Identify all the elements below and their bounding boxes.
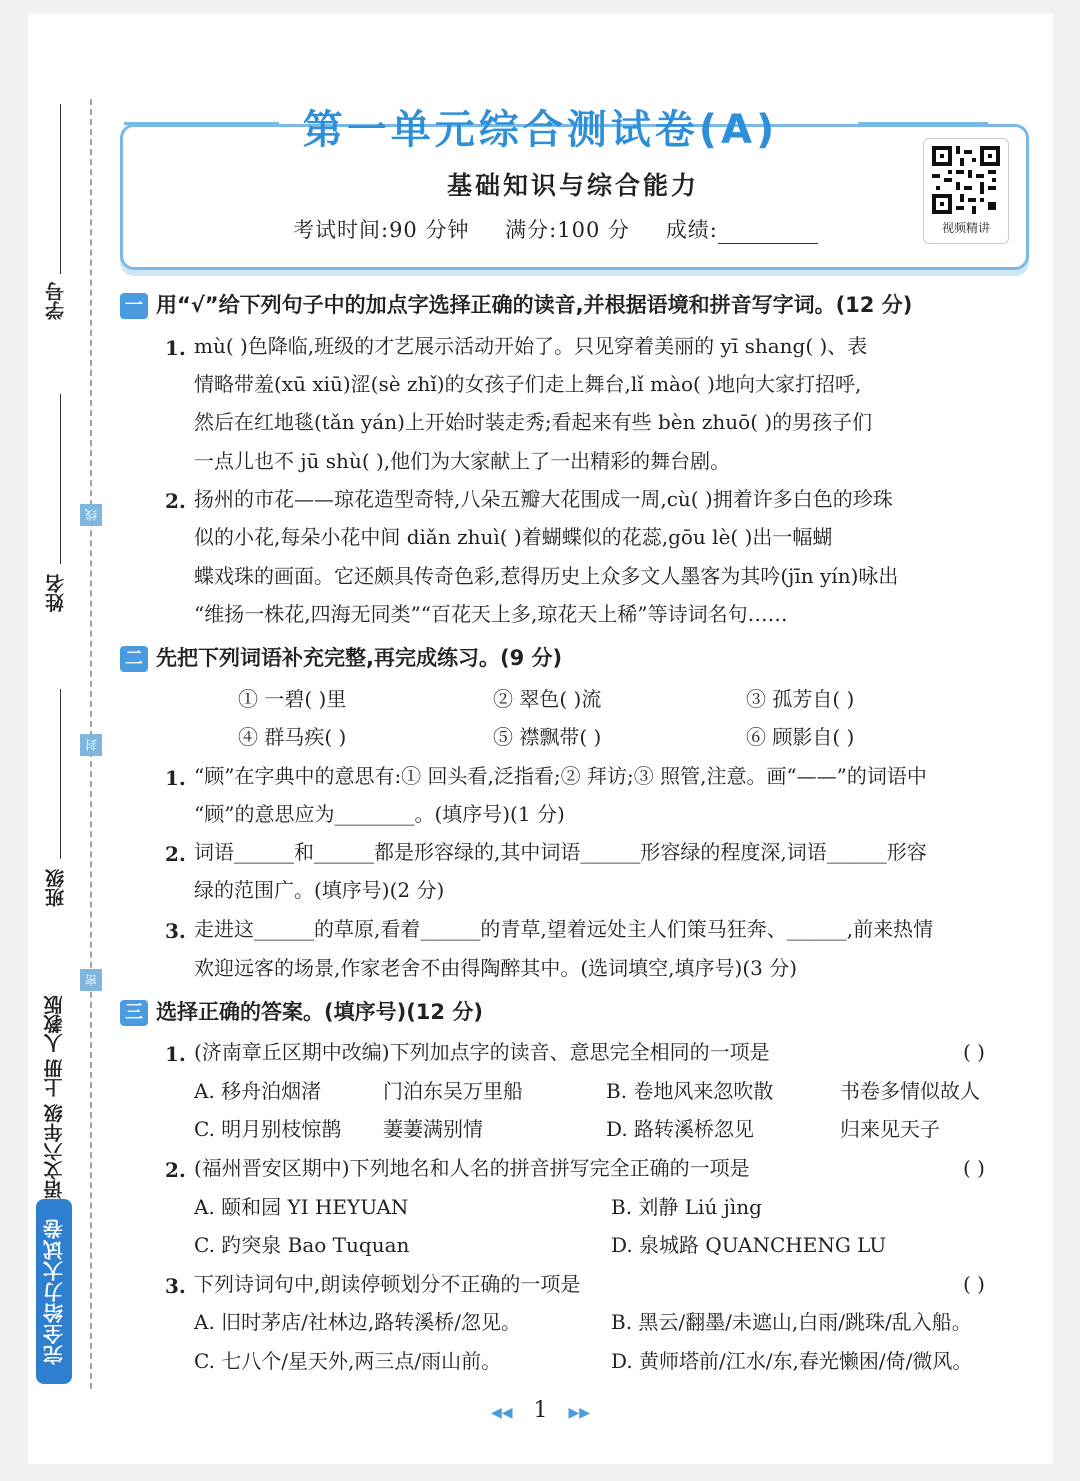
s1-q1-line: 然后在红地毯(tǎn yán)上开始时装走秀;看起来有些 bèn zhuō( )的男孩子们 [194, 410, 873, 434]
s3-q2-number: 2. [165, 1158, 186, 1182]
s1-q2-line: 蝶戏珠的画面。它还颇具传奇色彩,惹得历史上众多文人墨客为其吟(jīn yín)咏出 [194, 564, 899, 588]
s3-option-text: 归来见天子 [840, 1117, 940, 1141]
qr-icon [932, 146, 1000, 214]
name-label: 姓名 [45, 574, 67, 612]
page-title: 第一单元综合测试卷(A) [302, 107, 779, 153]
qr-caption: 视频精讲 [941, 221, 990, 235]
score-blank[interactable] [718, 223, 818, 244]
s2-word-item: ① 一碧( )里 [238, 687, 347, 711]
s2-q2-line: 词语______和______都是形容绿的,其中词语______形容绿的程度深,词语______形容 [194, 840, 927, 864]
page-number [28, 1398, 1053, 1423]
s3-option[interactable]: A. 旧时茅店/社林边,路转溪桥/忽见。 [194, 1310, 521, 1334]
s3-q1-number: 1. [165, 1042, 186, 1066]
student-id-label: 学号 [45, 282, 67, 320]
s1-q1-line: 情略带羞(xū xiū)涩(sè zhǐ)的女孩子们走上舞台,lǐ mào( )地向大家打招呼, [194, 372, 862, 396]
page-subtitle: 基础知识与综合能力 [446, 171, 699, 200]
section-2-title: 先把下列词语补充完整,再完成练习。(9 分) [156, 646, 563, 670]
s3-q2-stem: (福州晋安区期中)下列地名和人名的拼音拼写完全正确的一项是 [194, 1156, 750, 1180]
s2-q2-number: 2. [165, 842, 186, 866]
cut-mark-xian: 线 [80, 504, 102, 526]
s3-option[interactable]: A. 移舟泊烟渚 [194, 1079, 322, 1103]
s3-q3-answer-bracket[interactable]: ( ) [963, 1272, 985, 1296]
s3-option[interactable]: C. 趵突泉 Bao Tuquan [194, 1233, 410, 1257]
s3-option-text: 门泊东吴万里船 [383, 1079, 523, 1103]
s3-option[interactable]: B. 卷地风来忽吹散 [606, 1079, 774, 1103]
s3-option[interactable]: B. 刘静 Liú jìng [611, 1195, 762, 1219]
s3-option-text: 萋萋满别情 [383, 1117, 483, 1141]
s3-option[interactable]: C. 七八个/星天外,两三点/雨山前。 [194, 1349, 502, 1373]
s2-q1-line: “顾”的意思应为________。(填序号)(1 分) [194, 802, 565, 826]
s3-q3-number: 3. [165, 1274, 186, 1298]
s1-q2-line: “维扬一株花,四海无同类”“百花天上多,琼花天上稀”等诗词名句…… [194, 602, 788, 626]
cut-mark-feng: 封 [80, 734, 102, 756]
s1-q2-number: 2. [165, 489, 186, 513]
s2-word-item: ② 翠色( )流 [493, 687, 602, 711]
s3-option[interactable]: D. 泉城路 QUANCHENG LU [611, 1233, 887, 1257]
qr-code[interactable] [923, 138, 1009, 244]
section-2-badge: 二 [120, 646, 148, 672]
s1-q1-line: mù( )色降临,班级的才艺展示活动开始了。只见穿着美丽的 yī shang( )、表 [194, 334, 868, 358]
s3-option[interactable]: D. 路转溪桥忽见 [606, 1117, 755, 1141]
section-3-title: 选择正确的答案。(填序号)(12 分) [156, 1000, 483, 1024]
s3-q2-answer-bracket[interactable]: ( ) [963, 1156, 985, 1180]
s2-q3-number: 3. [165, 919, 186, 943]
exam-time: 考试时间:90 分钟 [293, 218, 470, 242]
book-tag [36, 969, 72, 1384]
prev-arrow-icon: ◀◀ [490, 1405, 513, 1421]
s3-option[interactable]: A. 颐和园 YI HEYUAN [194, 1195, 409, 1219]
s2-word-item: ⑥ 顾影自( ) [746, 725, 855, 749]
score-label: 成绩: [665, 218, 718, 242]
s3-option[interactable]: C. 明月别枝惊鹊 [194, 1117, 342, 1141]
s3-q1-stem: (济南章丘区期中改编)下列加点字的读音、意思完全相同的一项是 [194, 1040, 770, 1064]
book-label: 完全给力大试卷 [36, 1199, 72, 1384]
section-1-badge: 一 [120, 293, 148, 319]
s2-q3-line: 欢迎远客的场景,作家老舍不由得陶醉其中。(选词填空,填序号)(3 分) [194, 956, 798, 980]
s2-word-item: ④ 群马疾( ) [238, 725, 347, 749]
s2-word-item: ③ 孤芳自( ) [746, 687, 855, 711]
section-2-heading [120, 642, 562, 672]
s2-word-item: ⑤ 襟飘带( ) [493, 725, 602, 749]
s2-q3-line: 走进这______的草原,看着______的青草,望着远处主人们策马狂奔、______,前来热情 [194, 917, 934, 941]
s1-q1-number: 1. [165, 336, 186, 360]
class-blank[interactable] [60, 689, 61, 859]
s1-q2-line: 似的小花,每朵小花中间 diǎn zhuì( )着蝴蝶似的花蕊,gōu lè( )出一幅蝴 [194, 525, 833, 549]
s2-q2-line: 绿的范围广。(填序号)(2 分) [194, 878, 445, 902]
book-info: 语文六年级 上册 人教版 [43, 995, 66, 1199]
binding-margin [28, 14, 123, 1464]
section-1-heading [120, 289, 912, 319]
exam-full-score: 满分:100 分 [505, 218, 631, 242]
cut-mark-mi: 密 [80, 969, 102, 991]
exam-page [28, 14, 1053, 1464]
name-blank[interactable] [60, 394, 61, 564]
s3-q3-stem: 下列诗词句中,朗读停顿划分不正确的一项是 [194, 1272, 581, 1296]
s3-option[interactable]: D. 黄师塔前/江水/东,春光懒困/倚/微风。 [611, 1349, 973, 1373]
s1-q2-line: 扬州的市花——琼花造型奇特,八朵五瓣大花围成一周,cù( )拥着许多白色的珍珠 [194, 487, 893, 511]
class-label: 班级 [45, 869, 67, 907]
section-1-title: 用“√”给下列句子中的加点字选择正确的读音,并根据语境和拼音写字词。(12 分) [156, 293, 913, 317]
s3-option[interactable]: B. 黑云/翻墨/未遮山,白雨/跳珠/乱入船。 [611, 1310, 972, 1334]
s2-q1-number: 1. [165, 766, 186, 790]
page-number-value: 1 [533, 1398, 548, 1423]
s3-q1-answer-bracket[interactable]: ( ) [963, 1040, 985, 1064]
section-3-badge: 三 [120, 1000, 148, 1026]
s3-option-text: 书卷多情似故人 [840, 1079, 980, 1103]
next-arrow-icon: ▶▶ [568, 1405, 591, 1421]
exam-info [293, 214, 846, 244]
s1-q1-line: 一点儿也不 jū shù( ),他们为大家献上了一出精彩的舞台剧。 [194, 449, 731, 473]
s2-q1-line: “顾”在字典中的意思有:① 回头看,泛指看;② 拜访;③ 照管,注意。画“——”的词语中 [194, 764, 927, 788]
section-3-heading [120, 996, 483, 1026]
